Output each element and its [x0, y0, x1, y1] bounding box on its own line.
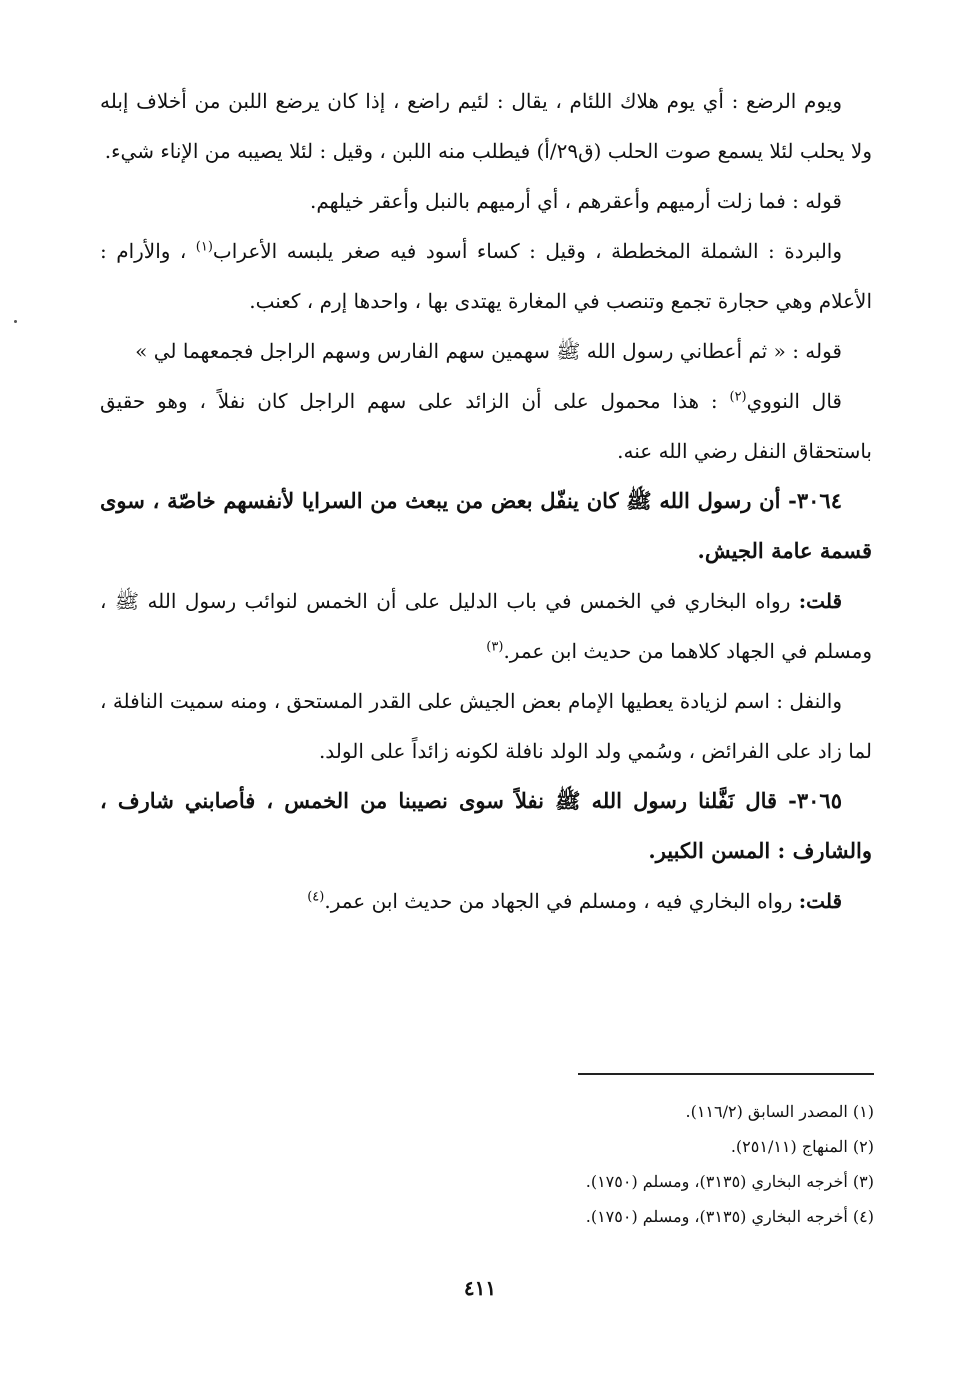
hadith-3065: ٣٠٦٥- قال نَفَّلنا رسول الله ﷺ نفلاً سوى نصيبنا من الخمس ، فأصابني شارف ، والشارف : المسن الكبير.: [100, 788, 872, 863]
footnote-ref-4: (٤): [307, 889, 325, 905]
hadith-3064: ٣٠٦٤- أن رسول الله ﷺ كان ينفّل بعض من يبعث من السرايا لأنفسهم خاصّة ، سوى قسمة عامة الجيش.: [100, 488, 872, 563]
qultu-label: قلت:: [798, 589, 842, 613]
footnotes: [300, 1094, 874, 1234]
qultu-label: قلت:: [798, 889, 842, 913]
paragraph-al-nafl: والنفل : اسم لزيادة يعطيها الإمام بعض الجيش على القدر المستحق ، ومنه سميت النافلة ، لما زاد على الفرائض ، وسُمي ولد الولد نافلة لكونه زائداً على الولد.: [100, 689, 872, 763]
nawawi-text-b: : هذا محمول على أن الزائد على سهم الراجل كان نفلاً ، وهو حقيق باستحقاق النفل رضي الله عنه.: [100, 389, 872, 463]
al-burda-text-a: والبردة : الشملة المخططة ، وقيل : كساء أسود فيه صغر يلبسه الأعراب: [212, 239, 843, 263]
footnote-ref-1: (١): [195, 239, 213, 255]
main-text: [100, 76, 872, 926]
paragraph-qawluhu-1: قوله : فما زلت أرميهم وأعقرهم ، أي أرميهم بالنبل وأعقر خيلهم.: [310, 189, 842, 213]
al-burda-text-b: ، والأرام : الأعلام وهي حجارة تجمع وتنصب في المغارة يهتدى بها ، واحدها إرم ، كعنب.: [100, 239, 872, 313]
footnote-separator: [578, 1073, 874, 1075]
qultu-3064: [100, 576, 872, 676]
paragraph-qawluhu-2: قوله : « ثم أعطاني رسول الله ﷺ سهمين سهم الفارس وسهم الراجل فجمعهما لي »: [135, 339, 842, 363]
qultu-3064-text: رواه البخاري في الخمس في باب الدليل على أن الخمس لنوائب رسول الله ﷺ ، ومسلم في الجهاد كلاهما من حديث ابن عمر.: [100, 589, 872, 663]
paragraph-nawawi: [100, 376, 872, 476]
footnote-2: (٢) المنهاج (٢٥١/١١).: [730, 1137, 874, 1156]
page-number: ٤١١: [463, 1276, 497, 1300]
paragraph-al-burda: [100, 226, 872, 326]
paragraph-yawm-al-radh: ويوم الرضع : أي يوم هلاك اللئام ، يقال : لئيم راضع ، إذا كان يرضع اللبن من أخلاف إبله ولا يحلب لئلا يسمع صوت الحلب (ق٢٩/أ) فيطلب منه اللبن ، وقيل : لئلا يصيبه من الإناء شيء.: [100, 89, 872, 163]
scan-speck: [14, 320, 17, 323]
footnote-ref-2: (٢): [729, 389, 747, 405]
footnote-4: (٤) أخرجه البخاري (٣١٣٥)، ومسلم (١٧٥٠).: [585, 1207, 874, 1226]
footnote-3: (٣) أخرجه البخاري (٣١٣٥)، ومسلم (١٧٥٠).: [585, 1172, 874, 1191]
qultu-3065-text: رواه البخاري فيه ، ومسلم في الجهاد من حديث ابن عمر.: [324, 889, 799, 913]
qultu-3065: [100, 876, 872, 926]
footnote-ref-3: (٣): [486, 639, 504, 655]
footnote-1: (١) المصدر السابق (١١٦/٢).: [685, 1102, 874, 1121]
nawawi-text-a: قال النووي: [746, 389, 842, 413]
